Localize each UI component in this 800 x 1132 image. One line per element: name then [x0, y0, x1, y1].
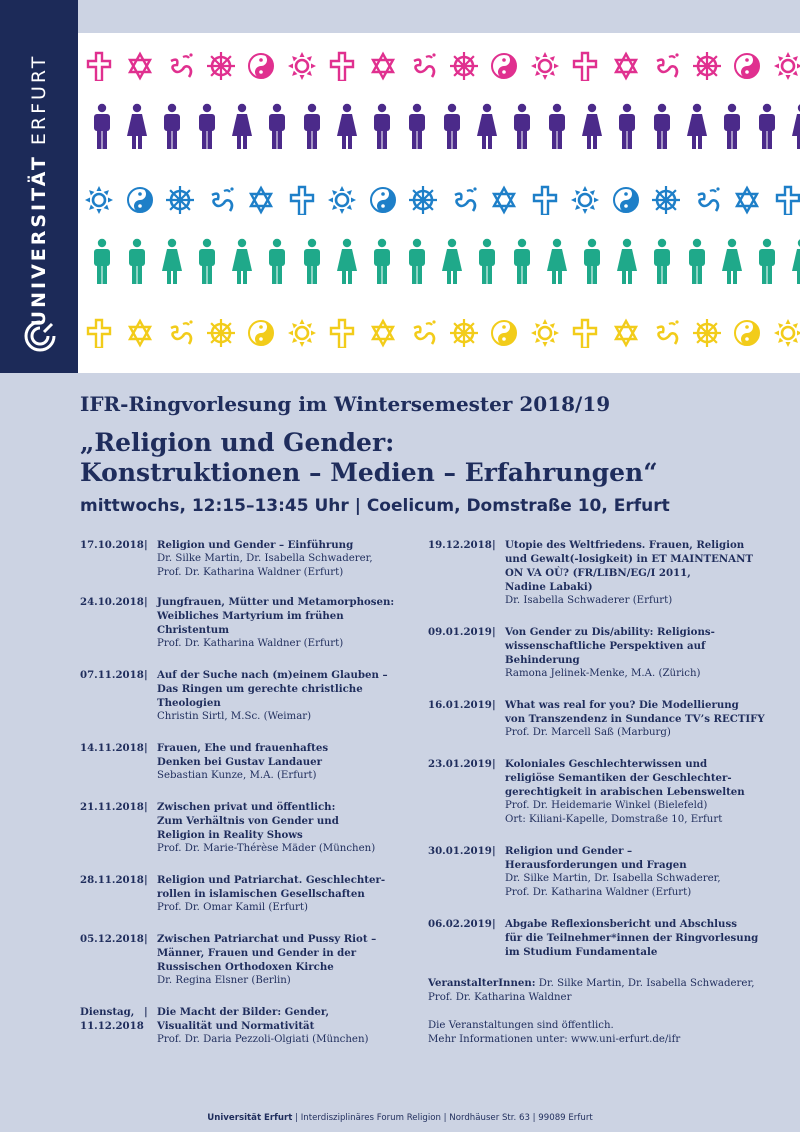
- religious-symbols-row: [78, 41, 800, 91]
- entry-speaker: Dr. Isabella Schwaderer (Erfurt): [505, 595, 673, 606]
- wheel-icon: [650, 175, 682, 225]
- sun-icon: [286, 41, 318, 91]
- entry-body: [505, 625, 788, 681]
- entry-title: Religion und Patriarchat. Geschlechter- rollen in islamischen Gesellschaften: [157, 874, 386, 900]
- wheel-icon: [691, 41, 723, 91]
- entry-speaker: Prof. Dr. Katharina Waldner (Erfurt): [157, 638, 344, 649]
- om-icon: [205, 175, 237, 225]
- man-icon: [191, 236, 223, 286]
- woman-icon: [156, 236, 188, 286]
- wheel-icon: [407, 175, 439, 225]
- entry-body: [157, 741, 420, 783]
- sun-icon: [772, 41, 800, 91]
- entry-body: [505, 698, 788, 740]
- cross-icon: [569, 308, 601, 358]
- schedule-location: mittwochs, 12:15–13:45 Uhr | Coelicum, Domstraße 10, Erfurt: [80, 496, 670, 516]
- yinyang-icon: [245, 41, 277, 91]
- man-icon: [261, 101, 293, 151]
- separator: |: [492, 699, 496, 711]
- sun-icon: [529, 308, 561, 358]
- cross-icon: [83, 41, 115, 91]
- schedule-entry: [80, 800, 420, 856]
- om-icon: [407, 308, 439, 358]
- entry-speaker: Prof. Dr. Omar Kamil (Erfurt): [157, 902, 308, 913]
- schedule-entry: [428, 698, 788, 740]
- footer: Universität Erfurt | Interdisziplinäres Forum Religion | Nordhäuser Str. 63 | 99089 Erfurt: [207, 1113, 593, 1123]
- entry-date: Dienstag, 11.12.2018: [80, 1006, 144, 1032]
- entry-title: Abgabe Reflexionsbericht und Abschluss für die Teilnehmer*innen der Ringvorlesung im Studium Fundamentale: [505, 918, 759, 958]
- entry-title: Koloniales Geschlechterwissen und religiöse Semantiken der Geschlechter- gerechtigkeit in arabischen Lebenswelten: [505, 758, 745, 798]
- separator: |: [492, 845, 496, 857]
- schedule-entry: [80, 932, 420, 988]
- entry-body: [157, 668, 420, 724]
- yinyang-icon: [245, 308, 277, 358]
- separator: |: [492, 539, 496, 551]
- entry-speaker: Sebastian Kunze, M.A. (Erfurt): [157, 770, 317, 781]
- woman-icon: [331, 101, 363, 151]
- sun-icon: [326, 175, 358, 225]
- people-row: [78, 236, 800, 286]
- entry-date: 09.01.2019: [428, 626, 492, 638]
- separator: |: [492, 918, 496, 930]
- entry-title: Religion und Gender – Einführung: [157, 539, 354, 551]
- entry-body: [505, 844, 788, 900]
- entry-title: Auf der Suche nach (m)einem Glauben – Das Ringen um gerechte christliche Theologien: [157, 669, 388, 709]
- woman-icon: [121, 101, 153, 151]
- yinyang-icon: [124, 175, 156, 225]
- schedule-entry: [80, 741, 420, 783]
- separator: |: [492, 626, 496, 638]
- man-icon: [191, 101, 223, 151]
- man-icon: [751, 101, 783, 151]
- schedule-entry: [428, 844, 788, 900]
- sun-icon: [286, 308, 318, 358]
- woman-icon: [611, 236, 643, 286]
- om-icon: [407, 41, 439, 91]
- separator: |: [144, 874, 148, 886]
- entry-date: 24.10.2018: [80, 596, 144, 608]
- woman-icon: [786, 236, 800, 286]
- star-icon: [610, 41, 642, 91]
- entry-speaker: Christin Sirtl, M.Sc. (Weimar): [157, 711, 312, 722]
- entry-title: Zwischen privat und öffentlich: Zum Verhältnis von Gender und Religion in Reality Shows: [157, 801, 339, 841]
- woman-icon: [471, 101, 503, 151]
- star-icon: [245, 175, 277, 225]
- yinyang-icon: [731, 308, 763, 358]
- entry-title: Jungfrauen, Mütter und Metamorphosen: Weibliches Martyrium im frühen Christentum: [157, 596, 395, 636]
- sun-icon: [772, 308, 800, 358]
- woman-icon: [716, 236, 748, 286]
- entry-date: 21.11.2018: [80, 801, 144, 813]
- man-icon: [366, 101, 398, 151]
- star-icon: [367, 41, 399, 91]
- entry-speaker: Dr. Regina Elsner (Berlin): [157, 975, 291, 986]
- star-icon: [124, 308, 156, 358]
- star-icon: [731, 175, 763, 225]
- man-icon: [296, 236, 328, 286]
- man-icon: [646, 101, 678, 151]
- schedule-entry: [428, 625, 788, 681]
- public-info: Die Veranstaltungen sind öffentlich. Mehr Informationen unter: www.uni-erfurt.de/ifr: [428, 1020, 681, 1045]
- cross-icon: [326, 41, 358, 91]
- schedule-entry: [80, 1005, 420, 1047]
- schedule-entry: [428, 917, 788, 959]
- organizers: VeranstalterInnen: Dr. Silke Martin, Dr. Isabella Schwaderer, Prof. Dr. Katharina Waldner: [428, 977, 755, 1003]
- entry-date: 06.02.2019: [428, 918, 492, 930]
- entry-title: What was real for you? Die Modellierung von Transzendenz in Sundance TV’s RECTIFY: [505, 699, 765, 725]
- man-icon: [121, 236, 153, 286]
- man-icon: [261, 236, 293, 286]
- entry-body: [157, 800, 420, 856]
- yinyang-icon: [367, 175, 399, 225]
- separator: |: [492, 758, 496, 770]
- man-icon: [471, 236, 503, 286]
- entry-speaker: Dr. Silke Martin, Dr. Isabella Schwaderer, Prof. Dr. Katharina Waldner (Erfurt): [157, 553, 373, 578]
- man-icon: [506, 101, 538, 151]
- yinyang-icon: [610, 175, 642, 225]
- separator: |: [144, 1006, 148, 1018]
- entry-speaker: Prof. Dr. Daria Pezzoli-Olgiati (München): [157, 1034, 369, 1045]
- schedule-right-column: [428, 538, 788, 1047]
- entry-date: 19.12.2018: [428, 539, 492, 551]
- star-icon: [488, 175, 520, 225]
- entry-speaker: Ramona Jelinek-Menke, M.A. (Zürich): [505, 668, 701, 679]
- schedule-left-column: [80, 538, 420, 1047]
- entry-body: [157, 1005, 420, 1047]
- entry-title: Zwischen Patriarchat und Pussy Riot – Männer, Frauen und Gender in der Russischen Orthodoxen Kirche: [157, 933, 377, 973]
- woman-icon: [576, 101, 608, 151]
- entry-title: Religion und Gender – Herausforderungen und Fragen: [505, 845, 687, 871]
- separator: |: [144, 801, 148, 813]
- separator: |: [144, 742, 148, 754]
- entry-date: 28.11.2018: [80, 874, 144, 886]
- man-icon: [751, 236, 783, 286]
- cross-icon: [326, 308, 358, 358]
- entry-body: [505, 757, 788, 827]
- schedule-entry: [428, 538, 788, 608]
- man-icon: [296, 101, 328, 151]
- religious-symbols-row: [78, 175, 800, 225]
- entry-body: [505, 538, 788, 608]
- cross-icon: [569, 41, 601, 91]
- woman-icon: [436, 236, 468, 286]
- entry-title: Frauen, Ehe und frauenhaftes Denken bei Gustav Landauer: [157, 742, 329, 768]
- om-icon: [650, 41, 682, 91]
- man-icon: [86, 101, 118, 151]
- wheel-icon: [448, 41, 480, 91]
- man-icon: [506, 236, 538, 286]
- man-icon: [646, 236, 678, 286]
- man-icon: [716, 101, 748, 151]
- om-icon: [448, 175, 480, 225]
- man-icon: [401, 101, 433, 151]
- schedule-entry: [428, 757, 788, 827]
- entry-speaker: Prof. Dr. Heidemarie Winkel (Bielefeld) Ort: Kiliani-Kapelle, Domstraße 10, Erfurt: [505, 800, 723, 825]
- woman-icon: [786, 101, 800, 151]
- entry-date: 14.11.2018: [80, 742, 144, 754]
- star-icon: [124, 41, 156, 91]
- wheel-icon: [448, 308, 480, 358]
- entry-body: [157, 595, 420, 651]
- entry-speaker: Prof. Dr. Marcell Saß (Marburg): [505, 727, 671, 738]
- man-icon: [366, 236, 398, 286]
- entry-body: [157, 873, 420, 915]
- woman-icon: [226, 236, 258, 286]
- university-sidebar: [0, 0, 78, 373]
- woman-icon: [331, 236, 363, 286]
- entry-date: 05.12.2018: [80, 933, 144, 945]
- entry-body: [157, 538, 420, 580]
- university-logo-icon: [22, 318, 58, 358]
- sun-icon: [529, 41, 561, 91]
- wheel-icon: [691, 308, 723, 358]
- entry-title: Von Gender zu Dis/ability: Religions- wissenschaftliche Perspektiven auf Behinderung: [505, 626, 715, 666]
- man-icon: [401, 236, 433, 286]
- entry-date: 30.01.2019: [428, 845, 492, 857]
- religious-symbols-row: [78, 308, 800, 358]
- entry-date: 07.11.2018: [80, 669, 144, 681]
- star-icon: [367, 308, 399, 358]
- man-icon: [611, 101, 643, 151]
- man-icon: [86, 236, 118, 286]
- schedule-entry: [80, 668, 420, 724]
- entry-date: 16.01.2019: [428, 699, 492, 711]
- yinyang-icon: [731, 41, 763, 91]
- sun-icon: [569, 175, 601, 225]
- woman-icon: [226, 101, 258, 151]
- schedule-entry: [80, 873, 420, 915]
- om-icon: [650, 308, 682, 358]
- entry-speaker: Prof. Dr. Marie-Thérèse Mäder (München): [157, 843, 376, 854]
- star-icon: [610, 308, 642, 358]
- yinyang-icon: [488, 41, 520, 91]
- entry-body: [157, 932, 420, 988]
- cross-icon: [286, 175, 318, 225]
- entry-date: 23.01.2019: [428, 758, 492, 770]
- schedule-entry: [80, 595, 420, 651]
- wheel-icon: [205, 41, 237, 91]
- religion-gender-pictogram-banner: [78, 33, 800, 373]
- man-icon: [576, 236, 608, 286]
- separator: |: [144, 669, 148, 681]
- woman-icon: [541, 236, 573, 286]
- man-icon: [681, 236, 713, 286]
- series-title: IFR-Ringvorlesung im Wintersemester 2018/19: [80, 392, 611, 416]
- cross-icon: [83, 308, 115, 358]
- entry-body: [505, 917, 788, 959]
- yinyang-icon: [488, 308, 520, 358]
- man-icon: [436, 101, 468, 151]
- sun-icon: [83, 175, 115, 225]
- entry-title: Die Macht der Bilder: Gender, Visualität und Normativität: [157, 1006, 329, 1032]
- woman-icon: [681, 101, 713, 151]
- people-row: [78, 101, 800, 151]
- lecture-header: [80, 392, 780, 516]
- wheel-icon: [164, 175, 196, 225]
- om-icon: [691, 175, 723, 225]
- entry-title: Utopie des Weltfriedens. Frauen, Religion und Gewalt(-losigkeit) in ET MAINTENANT ON VA OÙ? (FR/LIBN/EG/I 2011, Nadine Labaki): [505, 539, 753, 593]
- separator: |: [144, 933, 148, 945]
- separator: |: [144, 596, 148, 608]
- entry-date: 17.10.2018: [80, 539, 144, 551]
- cross-icon: [772, 175, 800, 225]
- om-icon: [164, 308, 196, 358]
- lecture-title: „Religion und Gender: Konstruktionen – Medien – Erfahrungen“: [80, 428, 658, 487]
- schedule-entry: [80, 538, 420, 580]
- man-icon: [156, 101, 188, 151]
- entry-speaker: Dr. Silke Martin, Dr. Isabella Schwaderer, Prof. Dr. Katharina Waldner (Erfurt): [505, 873, 721, 898]
- university-wordmark: UNIVERSITÄT ERFURT: [28, 53, 50, 327]
- om-icon: [164, 41, 196, 91]
- cross-icon: [529, 175, 561, 225]
- man-icon: [541, 101, 573, 151]
- separator: |: [144, 539, 148, 551]
- wheel-icon: [205, 308, 237, 358]
